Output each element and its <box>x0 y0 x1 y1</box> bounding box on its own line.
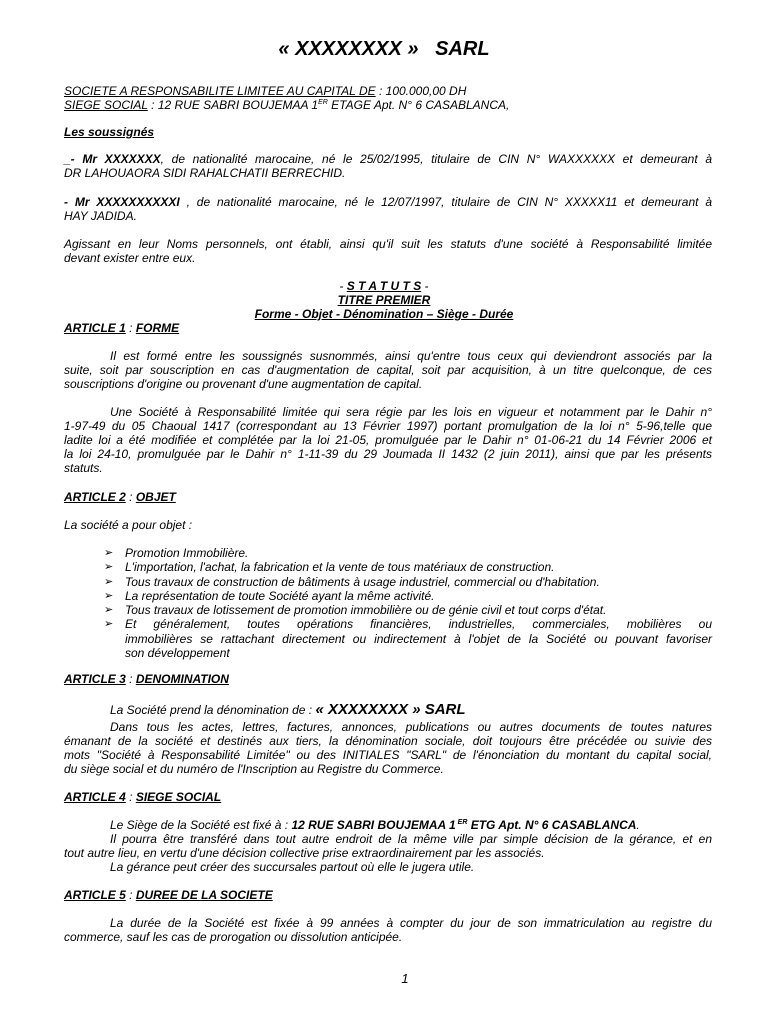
article-3-heading <box>64 672 712 686</box>
associate-2-line2: HAY JADIDA. <box>64 209 137 223</box>
article-1-p1-line: suite, soit par souscription en cas d'augmentation de capital, soit par acquisition, à un titre quelconque, de ces <box>64 363 712 377</box>
list-item <box>64 603 712 617</box>
statuts-heading <box>0 279 768 293</box>
siege-label: SIEGE SOCIAL <box>64 98 148 112</box>
associate-1-line1 <box>64 152 712 166</box>
article-2-intro: La société a pour objet : <box>64 518 193 532</box>
document-title: « XXXXXXXX » SARL <box>278 38 490 60</box>
associate-1-line2: DR LAHOUAORA SIDI RAHALCHATII BERRECHID. <box>64 166 346 180</box>
article-1-p2-line: statuts. <box>64 461 103 475</box>
article-2-heading <box>64 490 712 504</box>
article-2-number: ARTICLE 2 <box>64 490 126 504</box>
arrow-bullet-icon: ➢ <box>104 575 114 588</box>
article-5-sep: : <box>125 888 136 902</box>
list-item <box>64 575 712 589</box>
siege-value-end: ETAGE Apt. N° 6 CASABLANCA, <box>327 98 510 112</box>
article-4-transfer-line: Il pourra être transféré dans tout autre endroit de la même ville par simple décision de la gérance, et en <box>110 832 712 846</box>
list-item-text: L'importation, l'achat, la fabrication et la vente de tous matériaux de construction. <box>125 560 555 575</box>
associate-2-name: - Mr XXXXXXXXXXI <box>64 195 180 209</box>
list-item-text: Tous travaux de lotissement de promotion immobilière ou de génie civil et tout corps d'état. <box>125 603 607 618</box>
list-item-text: La représentation de toute Société ayant la même activité. <box>125 588 435 603</box>
article-1-sep: : <box>125 321 136 335</box>
associate-2-details: , de nationalité marocaine, né le 12/07/1997, titulaire de CIN N° XXXXX11 et demeurant à <box>179 195 712 209</box>
article-5-name: DUREE DE LA SOCIETE <box>135 888 273 902</box>
article-1-p2-line: la loi 24-10, promulguée par le Dahir n° 1-11-39 du 29 Joumada II 1432 (2 juin 2011), ainsi que par les présents <box>64 447 712 461</box>
capital-label: SOCIETE A RESPONSABILITE LIMITEE AU CAPITAL DE <box>64 84 376 98</box>
article-3-number: ARTICLE 3 <box>64 672 126 686</box>
arrow-bullet-icon: ➢ <box>104 589 114 602</box>
list-item-text: immobilières se rattachant directement ou indirectement à l'objet de la Société ou pouvant favoriser <box>125 631 712 646</box>
arrow-bullet-icon: ➢ <box>104 604 114 617</box>
article-2-name: OBJET <box>135 490 176 504</box>
list-item-text: Promotion Immobilière. <box>125 546 249 560</box>
article-5-line: La durée de la Société est fixée à 99 années à compter du jour de son immatriculation au registre du <box>110 916 712 930</box>
statuts-dash-right: - <box>421 279 429 293</box>
capital-value: : 100.000,00 DH <box>375 84 467 98</box>
list-item-text: Tous travaux de construction de bâtiments à usage industriel, commercial ou d'habitation. <box>125 574 600 589</box>
capital-line <box>64 84 712 98</box>
page-number: 1 <box>401 971 409 986</box>
article-1-heading <box>64 321 712 335</box>
denomination-name: « XXXXXXXX » SARL <box>315 701 466 718</box>
list-item <box>64 589 712 603</box>
article-1-p1-line: souscriptions d'origine ou provenant d'une augmentation de capital. <box>64 377 423 391</box>
article-5-line: commerce, sauf les cas de prorogation ou dissolution anticipée. <box>64 930 403 944</box>
list-item <box>64 617 712 660</box>
article-5-heading <box>64 888 712 902</box>
agissant-line1: Agissant en leur Noms personnels, ont établi, ainsi qu'il suit les statuts d'une société à Responsabilité limitée <box>64 237 712 251</box>
article-4-succursales: La gérance peut créer des succursales partout où elle le jugera utile. <box>110 860 475 874</box>
article-4-name: SIEGE SOCIAL <box>135 790 222 804</box>
denomination-prefix: La Société prend la dénomination de : <box>110 703 316 717</box>
titre-premier: TITRE PREMIER <box>337 293 431 307</box>
article-1-name: FORME <box>135 321 180 335</box>
article-2-sep: : <box>125 490 136 504</box>
siege-period: . <box>636 818 640 832</box>
article-4-sep: : <box>125 790 136 804</box>
article-1-p2-line: Une Société à Responsabilité limitée qui sera régie par les lois en vigueur et notamment par le Dahir n° <box>110 405 712 419</box>
article-1-p2-line: 1-97-49 du 05 Chaoual 1417 (correspondant au 13 Février 1997) portant promulgation de la loi n° 5-96,telle que <box>64 419 712 433</box>
siege-line <box>64 98 712 112</box>
article-5-number: ARTICLE 5 <box>64 888 126 902</box>
list-item-text: son développement <box>125 646 230 661</box>
siege-superscript: ER <box>318 99 328 106</box>
statuts-dash-left: - <box>339 279 347 293</box>
siege-address: 12 RUE SABRI BOUJEMAA 1 <box>291 818 456 832</box>
siege-value: : 12 RUE SABRI BOUJEMAA 1 <box>147 98 319 112</box>
objet-list <box>64 546 712 660</box>
article-3-line: Dans tous les actes, lettres, factures, annonces, publications ou autres documents de toutes natures <box>110 720 712 734</box>
article-3-name: DENOMINATION <box>135 672 229 686</box>
article-1-number: ARTICLE 1 <box>64 321 126 335</box>
associate-1-details: , de nationalité marocaine, né le 25/02/1995, titulaire de CIN N° WAXXXXXX et demeurant à <box>160 152 712 166</box>
article-4-siege <box>64 818 712 832</box>
article-1-p1-line: Il est formé entre les soussignés susnommés, ainsi qu'entre tous ceux qui deviendront associés par la <box>110 349 712 363</box>
article-3-line: émanant de la société et destinés aux tiers, la dénomination sociale, doit toujours être précédée ou suivie des <box>64 734 712 748</box>
titre-subtitle: Forme - Objet - Dénomination – Siège - Durée <box>254 307 514 321</box>
siege-address-superscript: ER <box>455 819 468 826</box>
soussignes-heading: Les soussignés <box>64 125 155 139</box>
article-3-denomination <box>64 703 712 717</box>
siege-prefix: Le Siège de la Société est fixé à : <box>110 818 292 832</box>
article-4-transfer-line: tout autre lieu, en vertu d'une décision collective prise extraordinairement par les associés. <box>64 846 545 860</box>
list-item <box>64 546 712 560</box>
arrow-bullet-icon: ➢ <box>104 561 114 574</box>
statuts-label: S T A T U T S <box>346 279 422 293</box>
article-3-line: du siège social et du numéro de l'Inscription au Registre du Commerce. <box>64 762 444 776</box>
article-3-line: mots "Société à Responsabilité Limitée" ou des INITIALES "SARL" de l'énonciation du montant du capital social, <box>64 748 712 762</box>
associate-2-line1 <box>64 195 712 209</box>
article-4-heading <box>64 790 712 804</box>
agissant-line2: devant exister entre eux. <box>64 251 196 265</box>
arrow-bullet-icon: ➢ <box>104 618 114 631</box>
list-item <box>64 560 712 574</box>
article-4-number: ARTICLE 4 <box>64 790 126 804</box>
siege-address-end: ETG Apt. N° 6 CASABLANCA <box>467 818 637 832</box>
article-1-p2-line: ladite loi a été modifiée et complétée par la loi 21-05, promulguée par le Dahir n° 01-06-21 du 14 Février 2006 et <box>64 433 712 447</box>
associate-1-name: _- Mr XXXXXXX <box>64 152 161 166</box>
article-3-sep: : <box>125 672 136 686</box>
arrow-bullet-icon: ➢ <box>104 547 114 559</box>
list-item-text: Et généralement, toutes opérations financières, industrielles, commerciales, mobilières ou <box>125 617 712 632</box>
